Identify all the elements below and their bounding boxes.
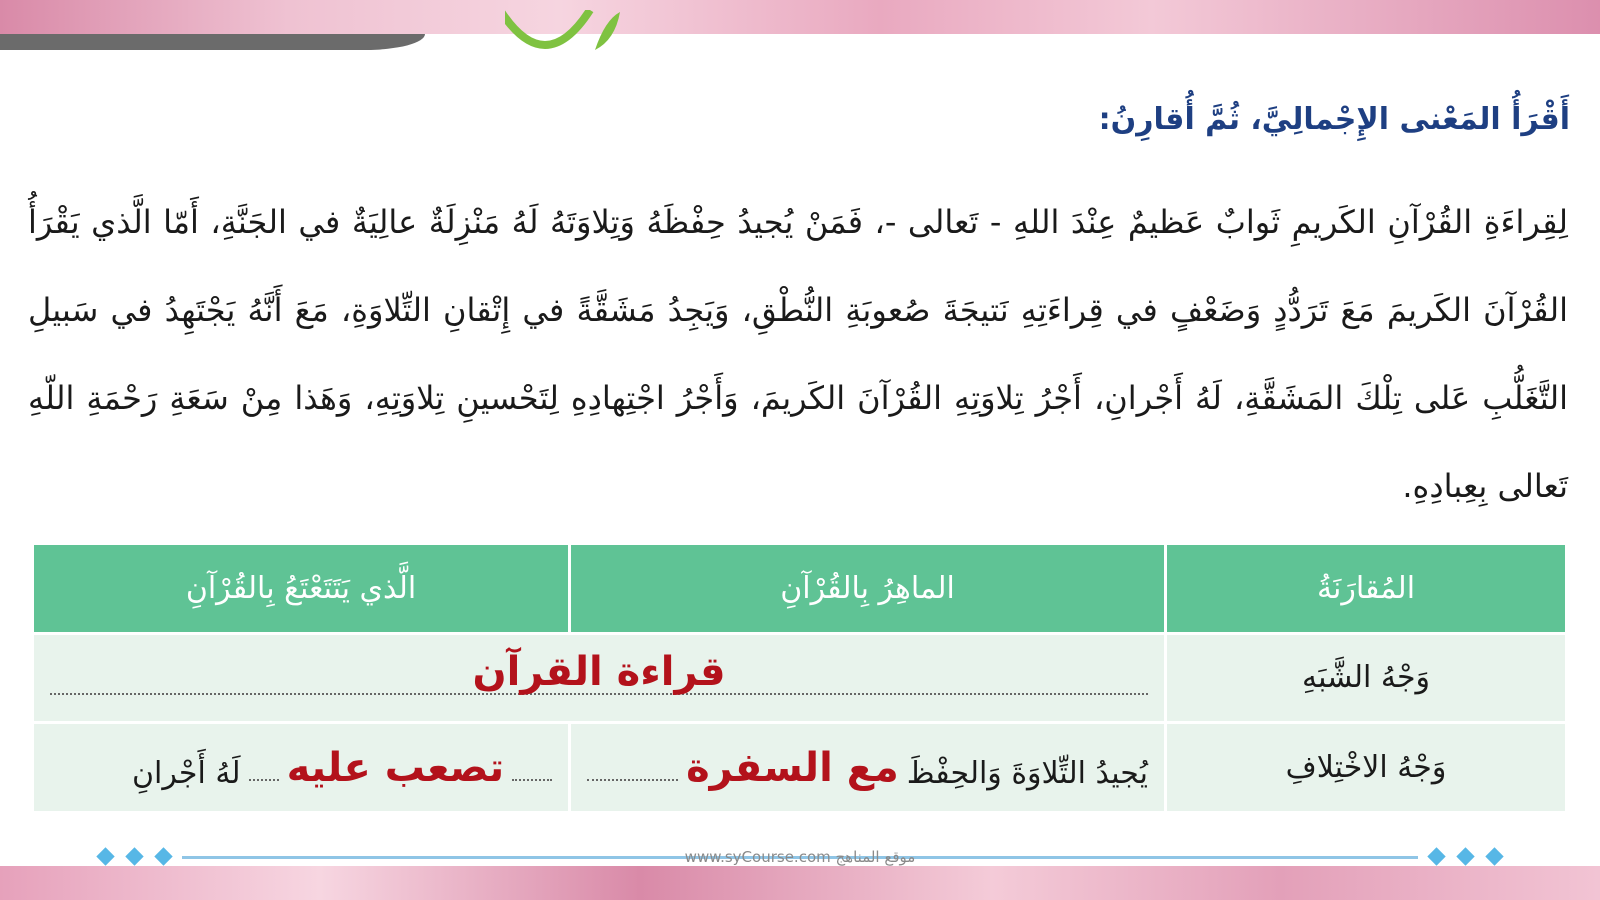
- struggling-suffix-text: لَهُ أَجْرانِ: [132, 755, 241, 791]
- table-row-difference: [33, 723, 1567, 813]
- lesson-heading: أَقْرَأُ المَعْنى الإِجْمالِيَّ، ثُمَّ أُقارِنُ:: [1098, 102, 1570, 137]
- diamond-icon: [125, 847, 143, 865]
- similarity-answer: قراءة القرآن: [472, 648, 726, 695]
- diamond-icon: [1456, 847, 1474, 865]
- green-leaf-decoration: [505, 10, 620, 58]
- struggling-answer: تصعب عليه: [286, 744, 505, 791]
- header-comparison: المُقارَنَةُ: [1166, 544, 1567, 634]
- skilled-prefix-text: يُجيدُ التِّلاوَةَ وَالحِفْظَ: [906, 755, 1148, 791]
- difference-label: وَجْهُ الاخْتِلافِ: [1166, 723, 1567, 813]
- lesson-paragraph: لِقِراءَةِ القُرْآنِ الكَريمِ ثَوابٌ عَظيمٌ عِنْدَ اللهِ - تَعالى -، فَمَنْ يُجيدُ حِفْظَهُ وَتِلاوَتَهُ لَهُ مَنْزِلَةٌ عالِيَةٌ في الجَنَّةِ، أَمّا الَّذي يَقْرَأُ القُرْآنَ الكَريمَ مَعَ تَرَدُّدٍ وَضَعْفٍ في قِراءَتِهِ نَتيجَةَ صُعوبَةِ النُّطْقِ، وَيَجِدُ مَشَقَّةً في إِتْقانِ التِّلاوَةِ، مَعَ أَنَّهُ يَجْتَهِدُ في سَبيلِ التَّغَلُّبِ عَلى تِلْكَ المَشَقَّةِ، لَهُ أَجْرانِ، أَجْرُ تِلاوَتِهِ القُرْآنَ الكَريمَ، وَأَجْرُ اجْتِهادِهِ لِتَحْسينِ تِلاوَتِهِ، وَهَذا مِنْ سَعَةِ رَحْمَةِ اللّهِ تَعالى بِعِبادِهِ.: [28, 203, 1568, 505]
- diamond-icon: [96, 847, 114, 865]
- dotted-line: [512, 779, 552, 781]
- dotted-line: [249, 779, 279, 781]
- top-grey-strip: [0, 34, 425, 50]
- site-watermark: www.syCourse.com موقع المناهج: [684, 848, 916, 866]
- top-floral-banner: [0, 0, 1600, 34]
- dotted-line: [587, 779, 678, 781]
- header-struggling: الَّذي يَتَتَعْتَعُ بِالقُرْآنِ: [33, 544, 570, 634]
- struggling-difference-cell[interactable]: [33, 723, 570, 813]
- table-header-row: [33, 544, 1567, 634]
- skilled-difference-cell[interactable]: [570, 723, 1166, 813]
- diamond-icon: [1427, 847, 1445, 865]
- bottom-floral-banner: [0, 866, 1600, 900]
- comparison-table: [31, 542, 1568, 814]
- header-skilled: الماهِرُ بِالقُرْآنِ: [570, 544, 1166, 634]
- diamond-icon: [154, 847, 172, 865]
- skilled-answer: مع السفرة: [686, 744, 899, 791]
- similarity-label: وَجْهُ الشَّبَهِ: [1166, 633, 1567, 723]
- similarity-answer-cell[interactable]: [33, 633, 1166, 723]
- diamond-icon: [1485, 847, 1503, 865]
- table-row-similarity: [33, 633, 1567, 723]
